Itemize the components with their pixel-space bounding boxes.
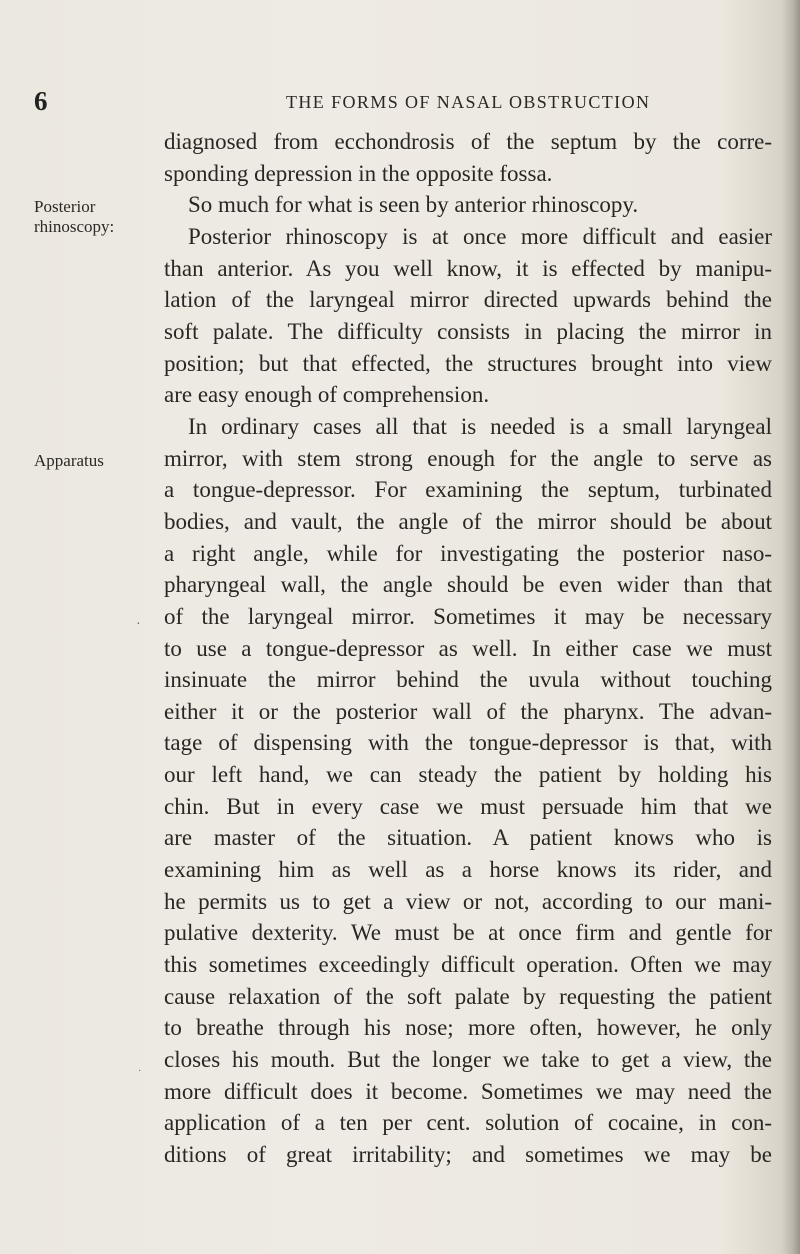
text-line: ditions of great irritability; and sometimes we may be <box>164 1142 772 1167</box>
text-line: are easy enough of comprehension. <box>164 382 490 408</box>
text-line: closes his mouth. But the longer we take to get a view, the <box>164 1047 772 1073</box>
margin-note-posterior-rhinoscopy <box>34 197 159 237</box>
text-line: to use a tongue-depressor as well. In either case we must <box>164 635 772 661</box>
text-line: than anterior. As you well know, it is effected by manipu- <box>164 255 772 281</box>
text-line: diagnosed from ecchondrosis of the septum by the corre- <box>164 129 772 154</box>
text-line: application of a ten per cent. solution of cocaine, in con- <box>164 1110 772 1136</box>
body-text <box>164 126 772 1171</box>
text-line: cause relaxation of the soft palate by requesting the patient <box>164 983 772 1009</box>
text-line: chin. But in every case we must persuade him that we <box>164 793 772 819</box>
text-line: tage of dispensing with the tongue-depressor is that, with <box>164 730 772 756</box>
page-edge-shadow <box>782 0 800 1254</box>
text-line: our left hand, we can steady the patient by holding his <box>164 762 772 788</box>
text-line: Posterior rhinoscopy is at once more difficult and easier <box>188 223 772 249</box>
margin-note-line: rhinoscopy: <box>34 217 115 236</box>
text-line: In ordinary cases all that is needed is a small laryngeal <box>188 413 772 439</box>
print-speck: · <box>138 1066 142 1077</box>
text-line: either it or the posterior wall of the pharynx. The advan- <box>164 698 772 724</box>
text-line: of the laryngeal mirror. Sometimes it may be necessary <box>164 603 772 629</box>
text-line: examining him as well as a horse knows its rider, and <box>164 857 772 883</box>
text-line: more difficult does it become. Sometimes we may need the <box>164 1078 772 1104</box>
text-line: mirror, with stem strong enough for the angle to serve as <box>164 445 772 471</box>
page-number: 6 <box>34 86 48 116</box>
text-line: pharyngeal wall, the angle should be even wider than that <box>164 572 772 598</box>
text-line: soft palate. The difficulty consists in placing the mirror in <box>164 318 772 344</box>
text-line: to breathe through his nose; more often, however, he only <box>164 1015 772 1041</box>
margin-note-apparatus: Apparatus <box>34 451 104 470</box>
running-head: THE FORMS OF NASAL OBSTRUCTION <box>286 92 651 112</box>
text-line: this sometimes exceedingly difficult operation. Often we may <box>164 952 772 978</box>
text-line: position; but that effected, the structures brought into view <box>164 350 772 376</box>
text-line: sponding depression in the opposite fossa. <box>164 160 553 186</box>
text-line: are master of the situation. A patient knows who is <box>164 825 772 851</box>
text-line: insinuate the mirror behind the uvula without touching <box>164 667 772 693</box>
print-speck: · <box>136 617 141 632</box>
text-line: pulative dexterity. We must be at once firm and gentle for <box>164 920 772 946</box>
text-line: he permits us to get a view or not, according to our mani- <box>164 888 772 914</box>
text-line: So much for what is seen by anterior rhinoscopy. <box>188 192 639 218</box>
text-line: a tongue-depressor. For examining the septum, turbinated <box>164 477 772 503</box>
text-line: lation of the laryngeal mirror directed upwards behind the <box>164 287 772 313</box>
text-line: bodies, and vault, the angle of the mirror should be about <box>164 508 772 534</box>
text-line: a right angle, while for investigating the posterior naso- <box>164 540 772 566</box>
margin-note-line: Posterior <box>34 197 96 216</box>
